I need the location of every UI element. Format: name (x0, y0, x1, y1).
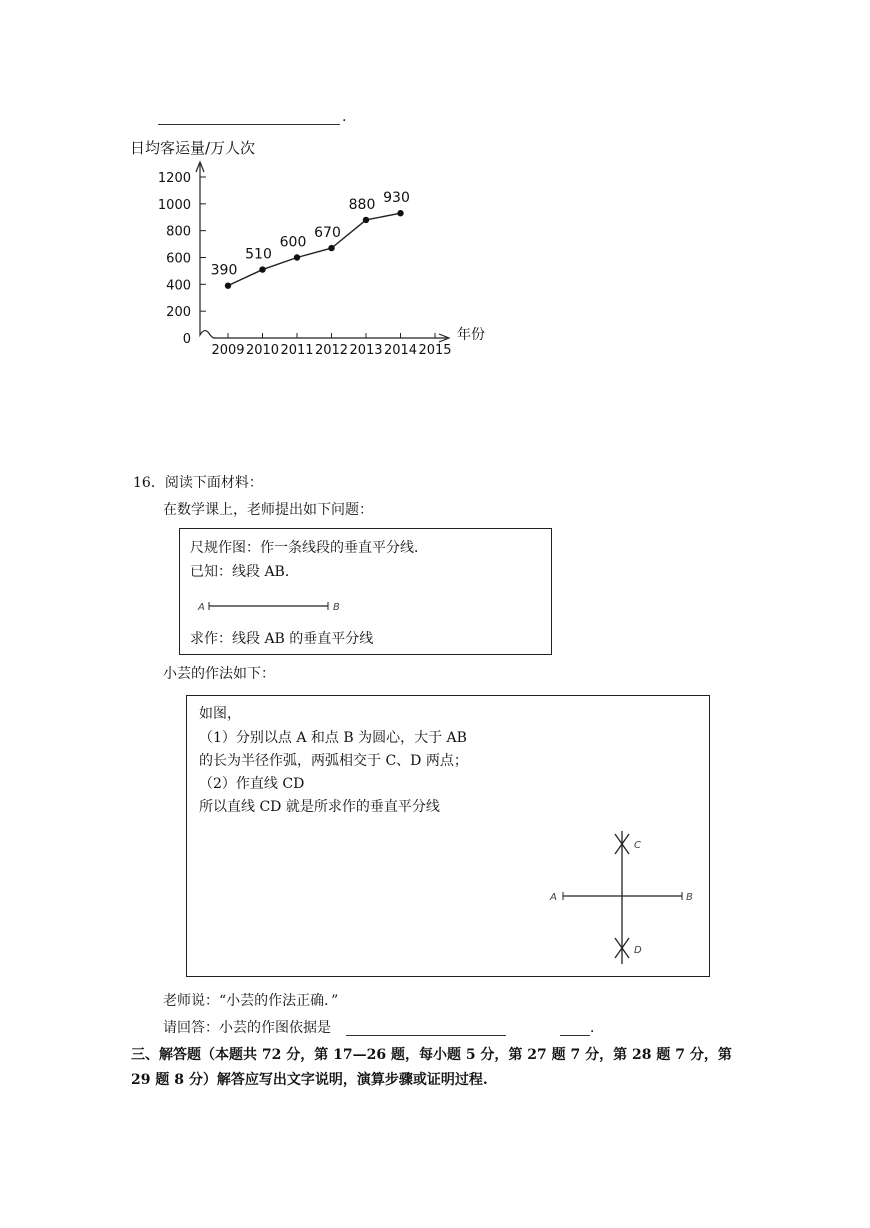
method-intro: 小芸的作法如下： (163, 666, 275, 682)
teacher-comment: 老师说：“小芸的作法正确．” (163, 993, 339, 1009)
problem-line-1: 尺规作图：作一条线段的垂直平分线． (190, 540, 428, 556)
chart-x-ticks (211, 333, 451, 358)
method-line-5: 所以直线 CD 就是所求作的垂直平分线 (199, 799, 440, 815)
q16-heading: 16．阅读下面材料： (133, 475, 263, 491)
data-point (328, 245, 334, 251)
method-line-3: 的长为半径作弧，两弧相交于 C、D 两点； (199, 753, 468, 769)
answer-blank-1[interactable] (346, 1020, 506, 1036)
chart-xlabel: 年份 (457, 327, 485, 343)
method-line-4: （2）作直线 CD (199, 776, 305, 792)
data-point (225, 282, 231, 288)
data-label: 600 (279, 234, 307, 251)
data-point (363, 217, 369, 223)
section3-line-2: 29 题 8 分）解答应写出文字说明，演算步骤或证明过程. (131, 1072, 488, 1088)
answer-end-period: ． (590, 1020, 604, 1036)
data-point (259, 266, 265, 272)
perpendicular-bisector-figure (541, 826, 701, 971)
answer-blank-line (158, 108, 340, 125)
method-line-2: （1）分别以点 A 和点 B 为圆心，大于 AB (199, 730, 467, 746)
data-label: 930 (383, 190, 410, 207)
answer-prompt: 请回答：小芸的作图依据是 (163, 1020, 331, 1036)
line-chart (125, 132, 505, 367)
y-tick-label: 0 (182, 332, 191, 347)
method-box (186, 695, 710, 977)
chart-y-ticks (158, 171, 206, 347)
data-point (294, 254, 300, 260)
x-tick-label: 2012 (314, 343, 349, 358)
answer-blank-period: . (342, 109, 347, 125)
x-tick-label: 2009 (211, 343, 245, 358)
problem-line-2: 已知：线段 AB． (190, 564, 299, 580)
method-line-1: 如图， (199, 706, 241, 722)
data-label: 510 (245, 246, 272, 263)
problem-line-3: 求作：线段 AB 的垂直平分线 (190, 631, 374, 647)
y-tick-label: 600 (166, 251, 191, 267)
data-label: 670 (314, 225, 341, 242)
section3-line-1: 三、解答题（本题共 72 分，第 17—26 题，每小题 5 分，第 27 题 7 分，第 28 题 7 分，第 (131, 1047, 732, 1063)
fig-point-a-label: A (550, 892, 557, 903)
data-label: 880 (348, 196, 376, 213)
x-tick-label: 2011 (280, 343, 314, 358)
data-point (397, 210, 403, 216)
x-tick-label: 2010 (245, 343, 280, 358)
q16-intro: 在数学课上，老师提出如下问题： (163, 502, 373, 518)
fig-point-d-label: D (634, 945, 642, 956)
segment-ab-figure (194, 597, 354, 615)
y-tick-label: 800 (166, 224, 191, 240)
y-tick-label: 1000 (157, 197, 191, 213)
y-tick-label: 1200 (157, 171, 191, 186)
fig-point-b-label: B (686, 892, 693, 903)
x-tick-label: 2015 (418, 343, 452, 358)
chart-series (211, 190, 410, 289)
x-tick-label: 2014 (383, 343, 418, 358)
point-a-label: A (198, 602, 205, 613)
chart-ylabel: 日均客运量/万人次 (130, 139, 256, 157)
y-tick-label: 200 (166, 305, 191, 321)
point-b-label: B (333, 602, 340, 613)
y-tick-label: 400 (166, 278, 191, 294)
x-tick-label: 2013 (349, 343, 383, 358)
axis-break-squiggle (200, 331, 214, 338)
fig-point-c-label: C (634, 840, 641, 851)
chart-axes (196, 162, 449, 342)
problem-box (179, 528, 552, 655)
data-label: 390 (210, 262, 238, 279)
answer-blank-2[interactable] (560, 1020, 590, 1036)
